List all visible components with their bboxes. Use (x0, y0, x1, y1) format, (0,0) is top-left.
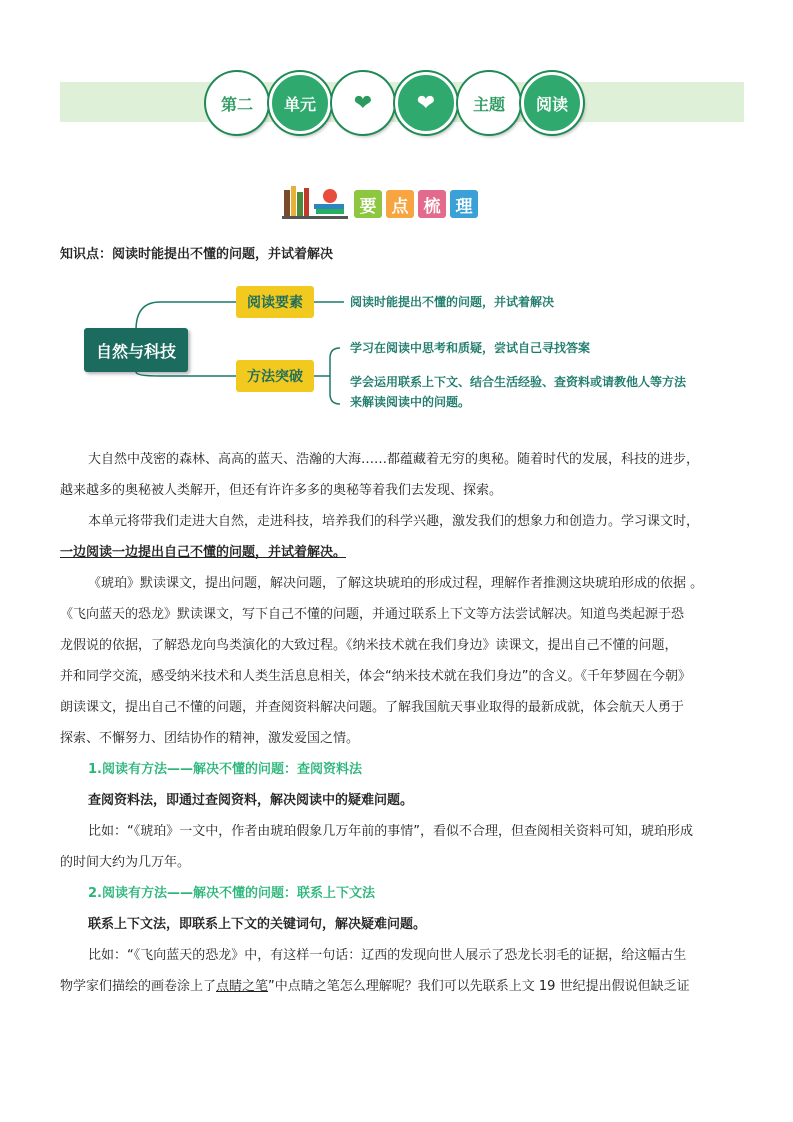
mindmap-branch-2: 方法突破 (236, 360, 314, 392)
section-heading: 1.阅读有方法——解决不懂的问题：查阅资料法 (88, 762, 362, 777)
mindmap-leaf: 来解读阅读中的问题。 (350, 395, 471, 409)
mindmap-leaf: 学会运用联系上下文、结合生活经验、查资料或请教他人等方法 (350, 375, 687, 389)
section-title-char: 理 (450, 190, 478, 218)
mindmap-leaf: 学习在阅读中思考和质疑，尝试自己寻找答案 (350, 341, 591, 355)
heart-icon: ❤ (353, 90, 373, 116)
title-circle-6: 阅读 (521, 72, 583, 134)
title-circle-2: 单元 (269, 72, 331, 134)
section-title-char: 点 (386, 190, 414, 218)
title-circle-1: 第二 (206, 72, 268, 134)
mindmap-leaf: 阅读时能提出不懂的问题，并试着解决 (350, 295, 555, 309)
mindmap-branch-1: 阅读要素 (236, 286, 314, 318)
section-title-char: 要 (354, 190, 382, 218)
section-title-char: 梳 (418, 190, 446, 218)
mindmap-root: 自然与科技 (84, 328, 188, 372)
body-paragraph: 大自然中茂密的森林、高高的蓝天、浩瀚的大海……都蕴藏着无穷的奥秘。随着时代的发展，科技的进步， 越来越多的奥秘被人类解开，但还有许许多多的奥秘等着我们去发现、探索。 本单元将带我们走进大自然，走进科技，培养我们的科学兴趣，激发我们的想象力和创造力。学习课文时， 一边阅读一边提出自己不懂的问题，并试着解决。 《琥珀》默读课文，提出问题，解决问题，了解这块琥珀的形成过程，理解作者推测这块琥珀形成的依据 。 《飞向蓝天的恐龙》默读课文，写下自己不懂的问题，并通过联系上下文等方法尝试解决。知道鸟类起源于恐 龙假说的依据，了解恐龙向鸟类演化的大致过程。《纳米技术就在我们身边》读课文，提出自己不懂的问题， 并和同学交流，感受纳米技术和人类生活息息相关，体会“纳米技术就在我们身边”的含义。《千年梦圆在今朝》 朗读课文，提出自己不懂的问题，并查阅资料解决问题。了解我国航天事业取得的最新成就，体会航天人勇于 探索、不懈努力、团结协作的精神，激发爱国之情。 1.阅读有方法——解决不懂的问题：查阅资料法 查阅资料法，即通过查阅资料，解决阅读中的疑难问题。 比如：“《琥珀》一文中，作者由琥珀假象几万年前的事情”，看似不合理，但查阅相关资料可知，琥珀形成 的时间大约为几万年。 2.阅读有方法——解决不懂的问题：联系上下文法 联系上下文法，即联系上下文的关键词句，解决疑难问题。 比如：“《飞向蓝天的恐龙》中，有这样一句话：辽西的发现向世人展示了恐龙长羽毛的证据，给这幅古生 物学家们描绘的画卷涂上了点睛之笔”中点睛之笔怎么理解呢？我们可以先联系上文 19 世纪提出假说但缺乏证 (60, 444, 750, 1002)
heart-icon: ❤ (416, 90, 436, 116)
knowledge-point: 知识点：阅读时能提出不懂的问题，并试着解决 (60, 247, 334, 262)
title-circle-5: 主题 (458, 72, 520, 134)
section-heading: 2.阅读有方法——解决不懂的问题：联系上下文法 (88, 886, 375, 901)
